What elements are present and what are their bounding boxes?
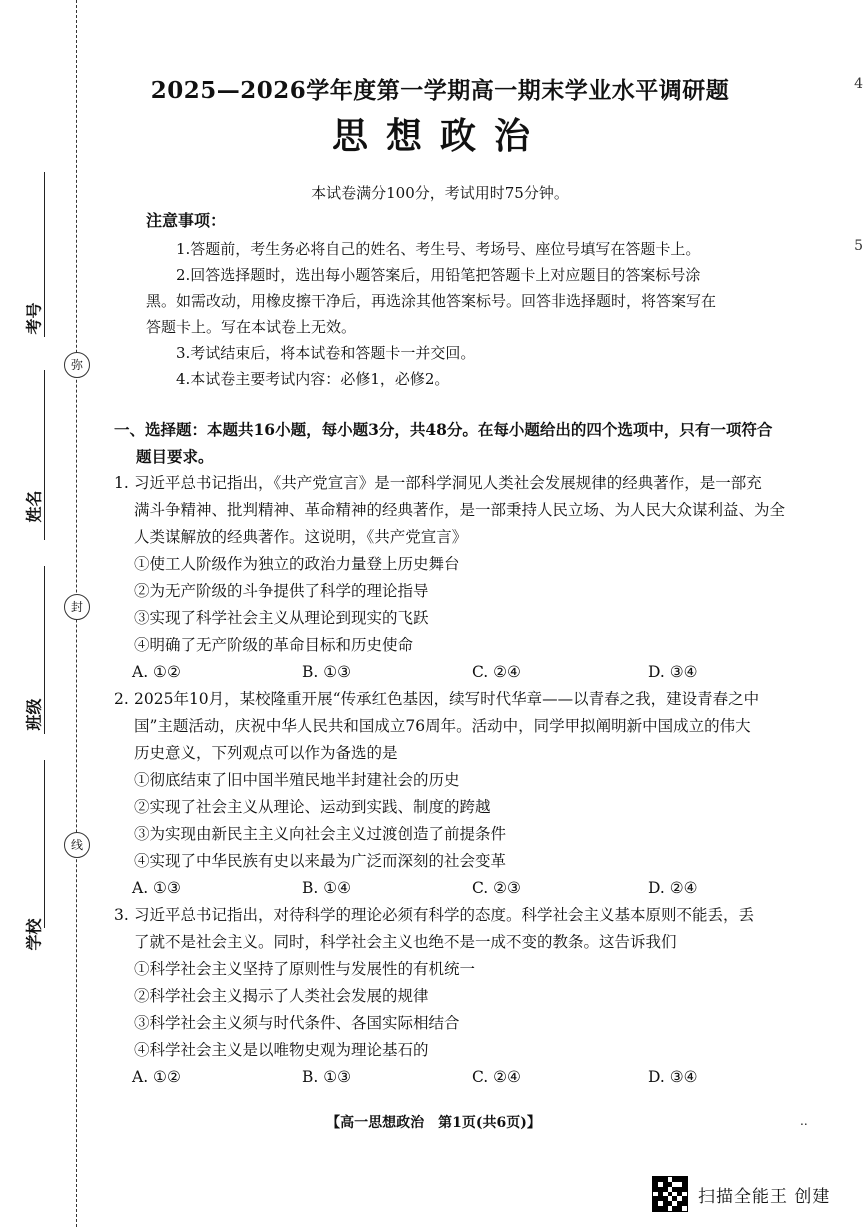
statement-option: ①彻底结束了旧中国半殖民地半封建社会的历史: [134, 771, 460, 789]
stem-line: 了就不是社会主义。同时，科学社会主义也绝不是一成不变的教条。这告诉我们: [134, 933, 677, 951]
choice-a: A. ①②: [132, 663, 181, 681]
question-2: [114, 686, 819, 902]
statement-option: ②实现了社会主义从理论、运动到实践、制度的跨越: [134, 798, 491, 816]
name-label: 姓名: [24, 490, 44, 523]
question-number: 1.: [114, 474, 129, 492]
stem-line: 2025年10月，某校隆重开展“传承红色基因，续写时代华章——以青春之我，建设青春之中: [134, 690, 760, 708]
footer-dots: ..: [800, 1114, 808, 1128]
statement-option: ④明确了无产阶级的革命目标和历史使命: [134, 636, 414, 654]
notice-line: 1.答题前，考生务必将自己的姓名、考生号、考场号、座位号填写在答题卡上。: [176, 240, 701, 258]
school-line: [44, 760, 45, 928]
statement-option: ①使工人阶级作为独立的政治力量登上历史舞台: [134, 555, 460, 573]
statement-option: ②科学社会主义揭示了人类社会发展的规律: [134, 987, 429, 1005]
stem-line: 满斗争精神、批判精神、革命精神的经典著作，是一部秉持人民立场、为人民大众谋利益、为全: [134, 501, 786, 519]
question-list: [114, 470, 819, 1091]
section-heading: [114, 416, 819, 470]
stem-line: 习近平总书记指出，《共产党宣言》是一部科学洞见人类社会发展规律的经典著作，是一部充: [134, 474, 762, 492]
stem-line: 习近平总书记指出，对待科学的理论必须有科学的态度。科学社会主义基本原则不能丢，丢: [134, 906, 755, 924]
statement-option: ③为实现由新民主主义向社会主义过渡创造了前提条件: [134, 825, 507, 843]
statement-option: ③科学社会主义须与时代条件、各国实际相结合: [134, 1014, 460, 1032]
notice-line: 2.回答选择题时，选出每小题答案后，用铅笔把答题卡上对应题目的答案标号涂: [176, 266, 701, 284]
binding-margin: [0, 0, 110, 1227]
notice-line: 答题卡上。写在本试卷上无效。: [146, 318, 357, 336]
exam-number-label: 考号: [24, 302, 44, 335]
stem-line: 人类谋解放的经典著作。这说明，《共产党宣言》: [134, 528, 468, 546]
choice-d: D. ③④: [648, 663, 698, 681]
stem-line: 国”主题活动，庆祝中华人民共和国成立76周年。活动中，同学甲拟阐明新中国成立的伟大: [134, 717, 751, 735]
page-footer: 【高一思想政治 第1页(共6页)】: [326, 1115, 541, 1131]
subject-title: 思想政治: [331, 115, 548, 157]
choice-d: D. ③④: [648, 1068, 698, 1086]
question-number: 2.: [114, 690, 129, 708]
stem-line: 历史意义，下列观点可以作为备选的是: [134, 744, 398, 762]
statement-option: ③实现了科学社会主义从理论到现实的飞跃: [134, 609, 429, 627]
answer-choices: [114, 875, 819, 902]
choice-c: C. ②④: [472, 663, 521, 681]
scanner-watermark: [652, 1176, 830, 1212]
statement-option: ④实现了中华民族有史以来最为广泛而深刻的社会变革: [134, 852, 507, 870]
notice-heading: 注意事项：: [146, 211, 227, 230]
scanner-text: 扫描全能王 创建: [698, 1186, 831, 1207]
seal-mark-xian: 线: [64, 832, 90, 858]
statement-option: ②为无产阶级的斗争提供了科学的理论指导: [134, 582, 429, 600]
question-stem: [114, 686, 819, 713]
choice-a: A. ①③: [132, 879, 181, 897]
school-label: 学校: [24, 918, 44, 951]
notice-list: [146, 236, 796, 392]
choice-b: B. ①③: [302, 1068, 352, 1086]
question-number: 3.: [114, 906, 129, 924]
question-stem: [114, 470, 819, 497]
choice-a: A. ①②: [132, 1068, 181, 1086]
answer-choices: [114, 659, 819, 686]
notice-line: 3.考试结束后，将本试卷和答题卡一并交回。: [176, 344, 476, 362]
section-line: 题目要求。: [136, 447, 214, 466]
section-line: 一、选择题：本题共16小题，每小题3分，共48分。在每小题给出的四个选项中，只有一项符合: [114, 420, 773, 439]
edge-mark-4: 4: [854, 76, 863, 92]
question-1: [114, 470, 819, 686]
choice-d: D. ②④: [648, 879, 698, 897]
seal-mark-feng: 封: [64, 594, 90, 620]
class-label: 班级: [24, 698, 44, 731]
notice-line: 4.本试卷主要考试内容：必修1，必修2。: [176, 370, 450, 388]
choice-b: B. ①④: [302, 879, 352, 897]
choice-c: C. ②③: [472, 879, 521, 897]
question-3: [114, 902, 819, 1091]
question-stem: [114, 902, 819, 929]
statement-option: ①科学社会主义坚持了原则性与发展性的有机统一: [134, 960, 476, 978]
seal-mark-mi: 弥: [64, 352, 90, 378]
exam-title: 2025—2026学年度第一学期高一期末学业水平调研题: [150, 77, 730, 104]
notice-line: 黑。如需改动，用橡皮擦干净后，再选涂其他答案标号。回答非选择题时，将答案写在: [146, 292, 717, 310]
statement-option: ④科学社会主义是以唯物史观为理论基石的: [134, 1041, 429, 1059]
answer-choices: [114, 1064, 819, 1091]
choice-c: C. ②④: [472, 1068, 521, 1086]
exam-info: 本试卷满分100分，考试用时75分钟。: [311, 184, 569, 202]
qr-code-icon: [652, 1176, 688, 1212]
choice-b: B. ①③: [302, 663, 352, 681]
edge-mark-5: 5: [854, 238, 863, 254]
